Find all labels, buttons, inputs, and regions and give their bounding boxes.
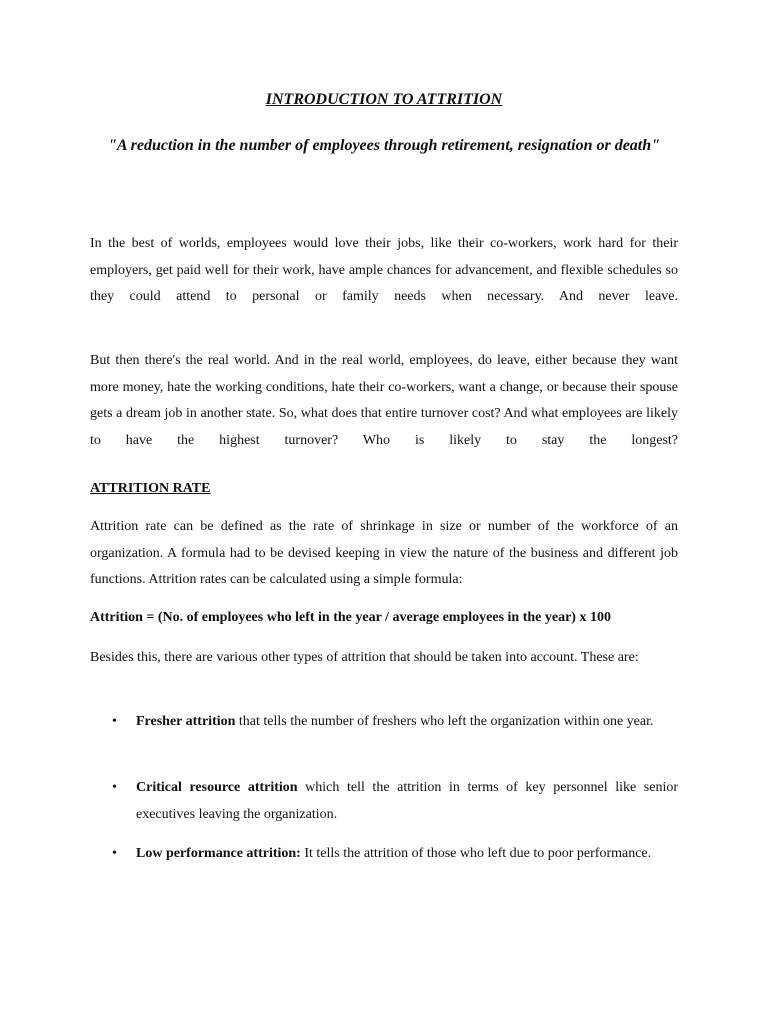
intro-paragraph-1: In the best of worlds, employees would love their jobs, like their co-workers, work hard for their employers, get paid well for their work, have ample chances for advancement, and flexible schedules so they could attend to personal or family needs when necessary. And never leave. — [90, 236, 678, 304]
bullet-item-fresher-attrition — [90, 709, 678, 736]
bullet-term: Critical resource attrition — [136, 780, 298, 795]
types-intro-paragraph: Besides this, there are various other types of attrition that should be taken into account. These are: — [90, 650, 639, 665]
attrition-formula: Attrition = (No. of employees who left in the year / average employees in the year) x 100 — [90, 610, 611, 625]
document-title: INTRODUCTION TO ATTRITION — [265, 91, 503, 108]
bullet-term: Low performance attrition: — [136, 846, 301, 861]
bullet-text — [136, 775, 678, 828]
bullet-description: It tells the attrition of those who left due to poor performance. — [300, 846, 652, 861]
bullet-marker: • — [112, 714, 117, 729]
bullet-description: which tell the attrition in terms of key personnel like senior executives leaving the organization. — [136, 780, 678, 822]
attrition-rate-heading: ATTRITION RATE — [90, 481, 211, 496]
definition-quote: "A reduction in the number of employees through retirement, resignation or death" — [107, 137, 661, 154]
attrition-rate-paragraph: Attrition rate can be defined as the rate of shrinkage in size or number of the workforce of an organization. A formula had to be devised keeping in view the nature of the business and different job functions. Attrition rates can be calculated using a simple formula: — [90, 519, 678, 587]
bullet-text — [136, 709, 678, 736]
bullet-marker: • — [112, 780, 117, 795]
bullet-item-low-performance-attrition — [90, 841, 678, 868]
bullet-item-critical-resource-attrition — [90, 775, 678, 828]
intro-paragraph-2: But then there's the real world. And in the real world, employees, do leave, either because they want more money, hate the working conditions, hate their co-workers, want a change, or because their spouse gets a dream job in another state. So, what does that entire turnover cost? And what employees are likely to have the highest turnover? Who is likely to stay the longest? — [90, 353, 678, 448]
bullet-term: Fresher attrition — [136, 714, 236, 729]
bullet-text — [136, 841, 678, 868]
bullet-marker: • — [112, 846, 117, 861]
bullet-description: that tells the number of freshers who left the organization within one year. — [235, 714, 654, 729]
